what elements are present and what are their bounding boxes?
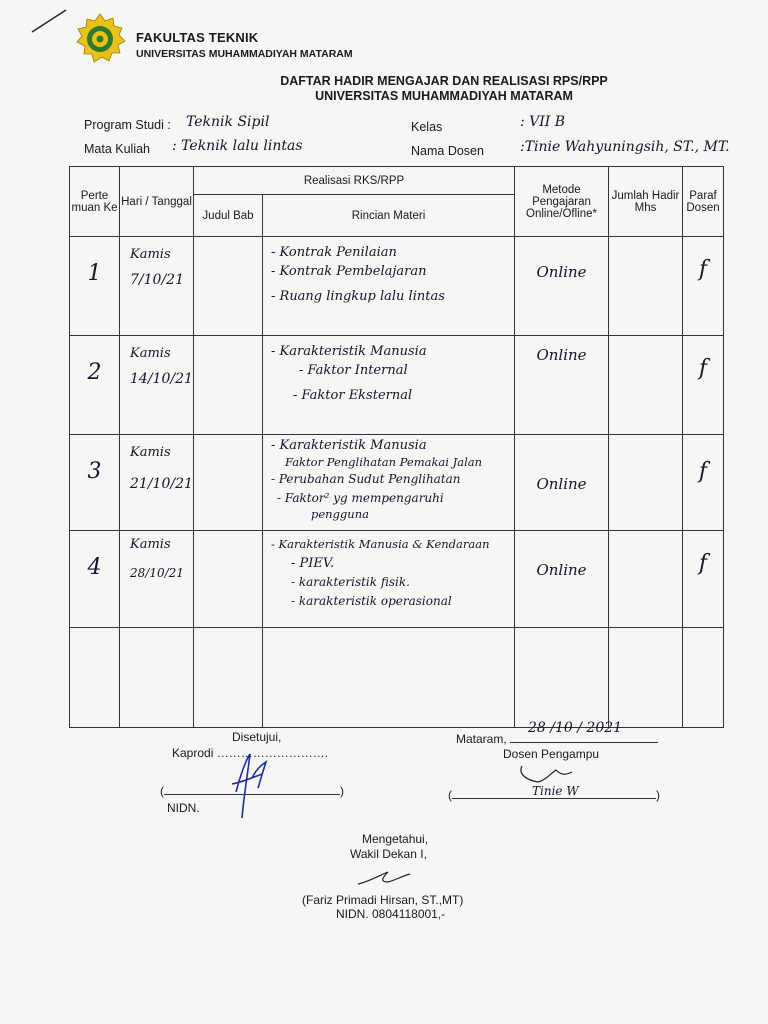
- header-details: Rincian Materi: [263, 195, 515, 237]
- course-label: Mata Kuliah: [84, 142, 151, 156]
- detail-line: - Kontrak Penilaian: [271, 245, 397, 260]
- detail-line: - Ruang lingkup lalu lintas: [271, 289, 445, 304]
- vice-dean-name: (Fariz Primadi Hirsan, ST.,MT): [302, 893, 464, 907]
- faculty-name: FAKULTAS TEKNIK: [136, 30, 259, 45]
- detail-line: - PIEV.: [291, 556, 335, 571]
- meeting-number: 3: [87, 459, 102, 484]
- meeting-number: 1: [87, 261, 102, 286]
- meeting-date: 28/10/21: [130, 566, 184, 580]
- detail-line: Faktor Penglihatan Pemakai Jalan: [285, 455, 483, 469]
- document-title: DAFTAR HADIR MENGAJAR DAN REALISASI RPS/RPP: [280, 74, 608, 88]
- meeting-number: 4: [87, 555, 102, 580]
- chapter-cell: [194, 336, 263, 435]
- detail-line: - Perubahan Sudut Penglihatan: [271, 472, 461, 486]
- teaching-method: Online: [536, 475, 587, 493]
- kaprodi-label: Kaprodi ……………………….: [172, 746, 329, 760]
- table-row: [70, 628, 724, 728]
- class-value: : VII B: [520, 114, 566, 130]
- detail-line: - Karakteristik Manusia & Kendaraan: [271, 537, 490, 551]
- meeting-date: 7/10/21: [130, 272, 184, 288]
- document-subtitle: UNIVERSITAS MUHAMMADIYAH MATARAM: [315, 89, 573, 103]
- attendance-count-cell: [609, 531, 683, 628]
- university-name: UNIVERSITAS MUHAMMADIYAH MATARAM: [136, 48, 353, 60]
- detail-line: - Faktor Internal: [299, 363, 408, 378]
- table-row: [70, 237, 724, 336]
- pen-stroke-mark: [30, 6, 70, 36]
- place-label: Mataram,: [456, 732, 507, 746]
- approved-label: Disetujui,: [232, 730, 282, 744]
- detail-line: - Karakteristik Manusia: [271, 344, 427, 359]
- kaprodi-name-parenthesis: ( ): [160, 784, 344, 798]
- lecturer-initial: f: [698, 551, 708, 576]
- dosen-name: Tinie W: [532, 784, 579, 798]
- table-row: [70, 336, 724, 435]
- header-method: Metode Pengajaran Online/Ofline*: [515, 167, 609, 237]
- attendance-count-cell: [609, 237, 683, 336]
- table-row: [70, 531, 724, 628]
- chapter-cell: [194, 237, 263, 336]
- course-value: : Teknik lalu lintas: [172, 138, 303, 154]
- detail-line: - karakteristik fisik.: [291, 575, 410, 589]
- chapter-cell: [194, 435, 263, 531]
- header-chapter: Judul Bab: [194, 195, 263, 237]
- detail-line: - karakteristik operasional: [291, 594, 452, 608]
- program-value: Teknik Sipil: [186, 114, 270, 130]
- sign-date: 28 /10 / 2021: [528, 720, 623, 736]
- lecturer-label: Nama Dosen: [411, 144, 484, 158]
- meeting-number: 2: [87, 360, 102, 385]
- attendance-count-cell: [609, 435, 683, 531]
- meeting-date: 14/10/21: [130, 371, 193, 387]
- detail-line: - Kontrak Pembelajaran: [271, 264, 427, 279]
- vice-dean-label: Wakil Dekan I,: [350, 847, 427, 861]
- dosen-name-parenthesis: ( ): [448, 788, 660, 802]
- meeting-day: Kamis: [130, 247, 171, 262]
- known-label: Mengetahui,: [362, 832, 429, 846]
- detail-line: - Karakteristik Manusia: [271, 438, 427, 453]
- chapter-cell: [194, 531, 263, 628]
- teaching-method: Online: [536, 346, 587, 364]
- class-label: Kelas: [411, 120, 443, 134]
- header-count: Jumlah Hadir Mhs: [609, 167, 683, 237]
- meeting-day: Kamis: [130, 537, 171, 552]
- meeting-day: Kamis: [130, 445, 171, 460]
- header-signature: Paraf Dosen: [683, 167, 724, 237]
- lecturer-initial: f: [698, 459, 708, 484]
- detail-line: - Faktor² yg mempengaruhi: [277, 491, 444, 505]
- detail-line: - Faktor Eksternal: [293, 388, 413, 403]
- vice-dean-nidn: NIDN. 0804118001,-: [336, 907, 446, 921]
- attendance-count-cell: [609, 336, 683, 435]
- header-date: Hari / Tanggal: [120, 167, 194, 237]
- attendance-table: [69, 166, 724, 728]
- dosen-signature-icon: [516, 760, 586, 786]
- vice-dean-signature-icon: [354, 864, 414, 892]
- program-label: Program Studi :: [84, 118, 171, 132]
- lecturer-initial: f: [698, 356, 708, 381]
- header-meeting: Perte muan Ke: [70, 167, 120, 237]
- dosen-label: Dosen Pengampu: [503, 747, 600, 761]
- lecturer-value: :Tinie Wahyuningsih, ST., MT.: [520, 139, 730, 155]
- university-logo-icon: [72, 12, 128, 66]
- date-underline: [510, 742, 658, 743]
- lecturer-initial: f: [698, 257, 708, 282]
- detail-line: pengguna: [311, 507, 369, 521]
- meeting-date: 21/10/21: [130, 476, 193, 492]
- header-realization: Realisasi RKS/RPP: [194, 167, 515, 195]
- teaching-method: Online: [536, 263, 587, 281]
- meeting-day: Kamis: [130, 346, 171, 361]
- table-row: [70, 435, 724, 531]
- kaprodi-nidn-label: NIDN.: [167, 801, 200, 815]
- teaching-method: Online: [536, 561, 587, 579]
